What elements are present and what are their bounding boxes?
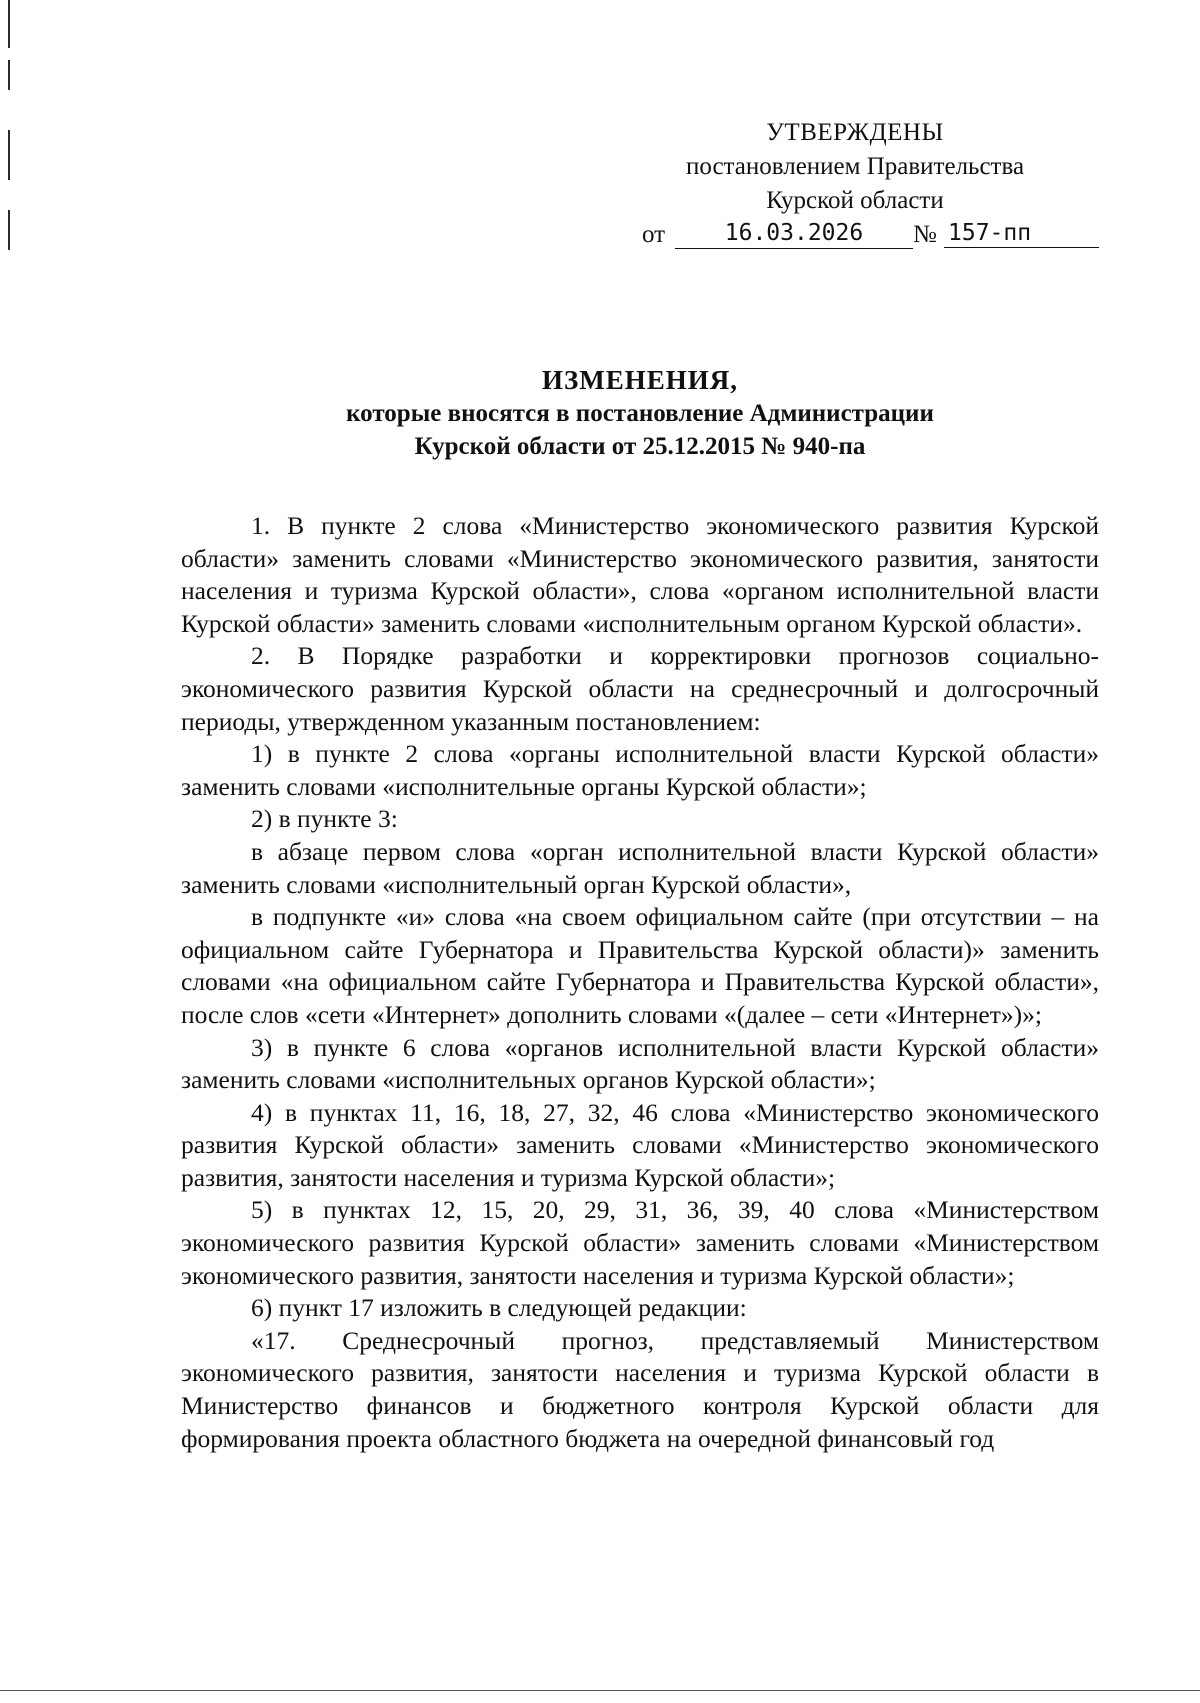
title-line: Курской области от 25.12.2015 № 940-па	[414, 433, 866, 460]
scan-edge-mark	[8, 210, 10, 250]
approval-date-row	[600, 218, 1100, 254]
document-title	[180, 364, 1100, 463]
paragraph: 2. В Порядке разработки и корректировки прогнозов социально-экономического развития Курской области на среднесрочный и долгосрочный периоды, утвержденном указанным постановлением:	[181, 641, 1099, 736]
date-label: от	[642, 221, 666, 248]
approval-heading: УТВЕРЖДЕНЫ	[766, 119, 944, 146]
number-label: №	[913, 221, 937, 248]
document-body	[181, 510, 1099, 1455]
paragraph: в подпункте «и» слова «на своем официальном сайте (при отсутствии – на официальном сайте Губернатора и Правительства Курской области)» заменить словами «на официальном сайте Губернатора и Правительства Курской области», после слов «сети «Интернет» дополнить словами «(далее – сети «Интернет»)»;	[181, 902, 1099, 1029]
paragraph: 5) в пунктах 12, 15, 20, 29, 31, 36, 39, 40 слова «Министерством экономического развития Курской области» заменить словами «Министерством экономического развития, занятости населения и туризма Курской области»;	[181, 1195, 1099, 1290]
scan-edge-mark	[8, 0, 10, 48]
paragraph: 2) в пункте 3:	[251, 804, 398, 834]
paragraph: «17. Среднесрочный прогноз, представляемый Министерством экономического развития, занятости населения и туризма Курской области в Министерство финансов и бюджетного контроля Курской области для формирования проекта областного бюджета на очередной финансовый год	[181, 1325, 1099, 1453]
title-main: ИЗМЕНЕНИЯ,	[541, 365, 738, 395]
approval-stamp	[600, 116, 1100, 254]
scan-edge-mark	[8, 130, 10, 180]
paragraph: в абзаце первом слова «орган исполнительной власти Курской области» заменить словами «исполнительный орган Курской области»,	[181, 836, 1099, 899]
paragraph: 1) в пункте 2 слова «органы исполнительной власти Курской области» заменить словами «исполнительные органы Курской области»;	[181, 739, 1099, 801]
document-number: 157-пп	[944, 218, 1099, 248]
paragraph: 4) в пунктах 11, 16, 18, 27, 32, 46 слова «Министерство экономического развития Курской области» заменить словами «Министерство экономического развития, занятости населения и туризма Курской области»;	[181, 1097, 1099, 1192]
paragraph: 3) в пункте 6 слова «органов исполнительной власти Курской области» заменить словами «исполнительных органов Курской области»;	[181, 1032, 1099, 1095]
paragraph: 1. В пункте 2 слова «Министерство экономического развития Курской области» заменить словами «Министерство экономического развития, занятости населения и туризма Курской области», слова «органом исполнительной власти Курской области» заменить словами «исполнительным органом Курской области».	[181, 511, 1099, 638]
approval-line: постановлением Правительства	[685, 153, 1025, 180]
scan-bottom-edge	[0, 1690, 1200, 1691]
approval-line: Курской области	[766, 187, 944, 214]
document-date: 16.03.2026	[675, 218, 913, 249]
paragraph: 6) пункт 17 изложить в следующей редакции:	[251, 1293, 747, 1323]
scan-edge-mark	[8, 60, 10, 90]
title-line: которые вносятся в постановление Администрации	[346, 400, 934, 427]
